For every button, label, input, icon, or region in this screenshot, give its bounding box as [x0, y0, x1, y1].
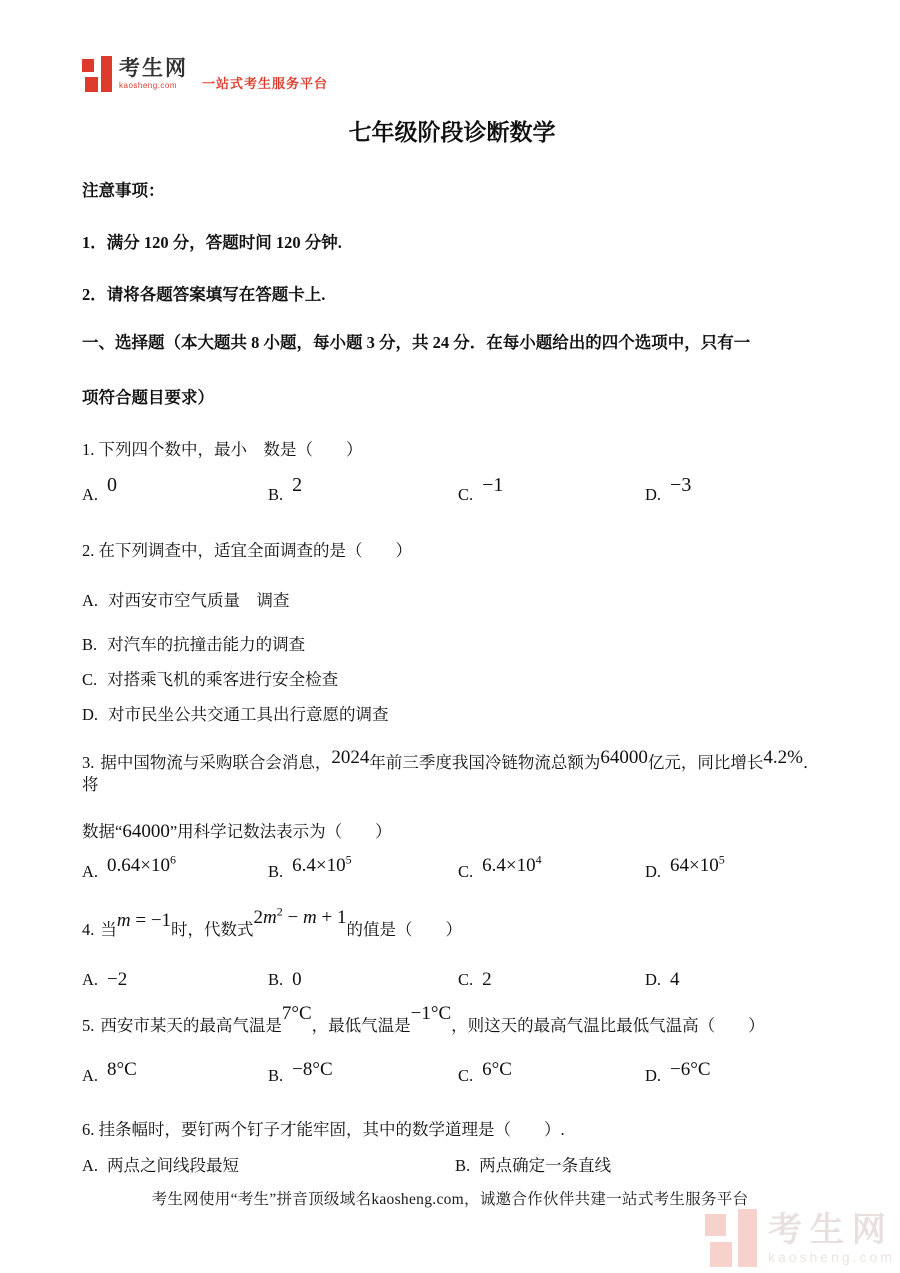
question-number: 5. [82, 1016, 95, 1035]
question-text: ，最低气温是 [311, 1016, 411, 1035]
option-b [268, 474, 458, 506]
question-2-option-d [82, 704, 822, 726]
question-number: 4. [82, 920, 95, 939]
question-text: 西安市某天的最高气温是 [100, 1016, 282, 1035]
question-1-options [82, 474, 822, 506]
option-d [645, 969, 822, 991]
logo-site-name: 考生网 [119, 57, 188, 80]
option-b [455, 1155, 822, 1177]
option-text: 对汽车的抗撞击能力的调查 [107, 635, 306, 654]
option-value: $6.4\times 10^5$ [292, 852, 352, 876]
option-b [268, 969, 458, 991]
option-value: $0.64\times 10^6$ [107, 852, 177, 876]
footer-text: 考生网使用“考生”拼音顶级域名kaosheng.com，诚邀合作伙伴共建一站式考生服务平台 [151, 1191, 749, 1208]
option-label: A. [82, 591, 99, 610]
question-2-option-b [82, 634, 822, 656]
question-3-line-2 [82, 821, 822, 843]
math-formula: $2m^2 - m + 1$ [253, 904, 347, 928]
logo-text-column [119, 56, 188, 91]
option-value: $6.4\times 10^4$ [482, 852, 542, 876]
question-text: ”用科学记数法表示为（ ） [169, 822, 392, 841]
exponent: 5 [345, 852, 352, 867]
option-label: A. [82, 1066, 99, 1085]
page-title: 七年级阶段诊断数学 [348, 120, 556, 145]
option-value: 0 [107, 474, 118, 496]
option-a [82, 474, 268, 506]
option-value: $64\times 10^5$ [670, 852, 725, 876]
watermark-domain: kaosheng.com [767, 1249, 895, 1265]
option-value: 2 [482, 969, 492, 990]
notice-item-1: 1．满分 120 分，答题时间 120 分钟. [82, 233, 342, 252]
option-label: C. [458, 862, 474, 881]
option-label: A. [82, 862, 99, 881]
option-d [645, 1059, 822, 1087]
option-label: C. [458, 1066, 474, 1085]
option-label: D. [645, 862, 662, 881]
kaosheng-watermark [705, 1209, 895, 1267]
option-text: 两点确定一条直线 [479, 1156, 612, 1175]
question-4-text [82, 904, 822, 941]
question-text: 年前三季度我国冷链物流总额为 [369, 753, 601, 772]
section-heading-line-2: 项符合题目要求） [82, 388, 214, 407]
watermark-site-name: 考生网 [767, 1211, 894, 1249]
notice-heading: 注意事项： [82, 181, 165, 200]
question-1-text: 1. 下列四个数中，最小 数是（ ） [82, 440, 363, 459]
exponent: 4 [535, 852, 542, 867]
option-b [268, 1059, 458, 1087]
option-c [458, 474, 645, 506]
question-text: 的值是（ ） [346, 920, 462, 939]
option-c [458, 969, 645, 991]
option-text: 两点之间线段最短 [107, 1156, 240, 1175]
question-text: 数据“ [82, 822, 123, 841]
logo-tagline: 一站式考生服务平台 [202, 76, 329, 91]
option-label: B. [82, 635, 98, 654]
question-text: 亿元，同比增长 [647, 753, 764, 772]
option-label: B. [455, 1156, 471, 1175]
kaosheng-logo-icon [82, 56, 112, 92]
option-label: C. [82, 670, 98, 689]
question-2-option-a [82, 590, 822, 612]
option-a [82, 1155, 455, 1177]
exponent: 6 [170, 852, 177, 867]
option-text: 对搭乘飞机的乘客进行安全检查 [107, 670, 339, 689]
option-label: C. [458, 970, 474, 989]
question-text: 时，代数式 [171, 920, 254, 939]
notice-item-2: 2．请将各题答案填写在答题卡上. [82, 285, 326, 304]
option-text: 对西安市空气质量 调查 [108, 591, 290, 610]
section-heading-line-1: 一、选择题（本大题共 8 小题，每小题 3 分，共 24 分．在每小题给出的四个选项中，只有一 [82, 333, 751, 352]
math-value: 64000 [122, 821, 170, 842]
option-d [645, 852, 822, 883]
question-number: 3. [82, 753, 95, 772]
question-5-text [82, 1003, 822, 1037]
option-label: D. [645, 970, 662, 989]
kaosheng-logo [82, 56, 822, 102]
math-value: 64000 [600, 747, 648, 768]
option-label: A. [82, 1156, 99, 1175]
math-value: −1°C [410, 1003, 452, 1024]
question-5-options [82, 1059, 822, 1087]
option-value: −3 [670, 474, 692, 496]
question-2-option-c [82, 669, 822, 691]
option-a [82, 1059, 268, 1087]
option-value: −1 [482, 474, 504, 496]
question-4-options [82, 969, 822, 991]
option-value: 0 [292, 969, 302, 990]
option-value: −2 [107, 969, 128, 990]
math-value: 7°C [281, 1003, 312, 1024]
question-6-options [82, 1155, 822, 1177]
math-value: 2024 [331, 747, 370, 768]
question-text: 当 [100, 920, 117, 939]
question-2-text: 2. 在下列调查中，适宜全面调查的是（ ） [82, 541, 412, 560]
option-label: D. [645, 485, 662, 504]
logo-domain: kaosheng.com [119, 81, 178, 90]
option-value: 4 [670, 969, 680, 990]
math-formula: m = −1 [116, 910, 172, 931]
option-value: −8°C [292, 1059, 333, 1080]
option-d [645, 474, 822, 506]
option-value: 2 [292, 474, 303, 496]
math-value: 4.2% [763, 747, 803, 768]
watermark-text-column [768, 1211, 895, 1265]
option-label: D. [645, 1066, 662, 1085]
option-b [268, 852, 458, 883]
question-text: 据中国物流与采购联合会消息， [100, 753, 332, 772]
option-label: C. [458, 485, 474, 504]
question-text: ，则这天的最高气温比最低气温高（ ） [451, 1016, 765, 1035]
question-3-options [82, 852, 822, 883]
option-label: B. [268, 1066, 284, 1085]
option-c [458, 852, 645, 883]
option-label: B. [268, 970, 284, 989]
kaosheng-watermark-icon [705, 1209, 757, 1267]
option-c [458, 1059, 645, 1087]
option-label: A. [82, 970, 99, 989]
exponent: 2 [276, 904, 283, 919]
option-value: 6°C [482, 1059, 512, 1080]
question-3-line-1 [82, 747, 822, 796]
option-label: B. [268, 862, 284, 881]
option-a [82, 852, 268, 883]
question-6-text: 6. 挂条幅时，要钉两个钉子才能牢固，其中的数学道理是（ ）. [82, 1120, 565, 1139]
option-value: 8°C [107, 1059, 137, 1080]
option-value: −6°C [670, 1059, 711, 1080]
option-label: D. [82, 705, 99, 724]
question-text: ．将 [82, 753, 820, 794]
option-a [82, 969, 268, 991]
option-label: A. [82, 485, 99, 504]
option-text: 对市民坐公共交通工具出行意愿的调查 [108, 705, 389, 724]
exponent: 5 [718, 852, 725, 867]
option-label: B. [268, 485, 284, 504]
